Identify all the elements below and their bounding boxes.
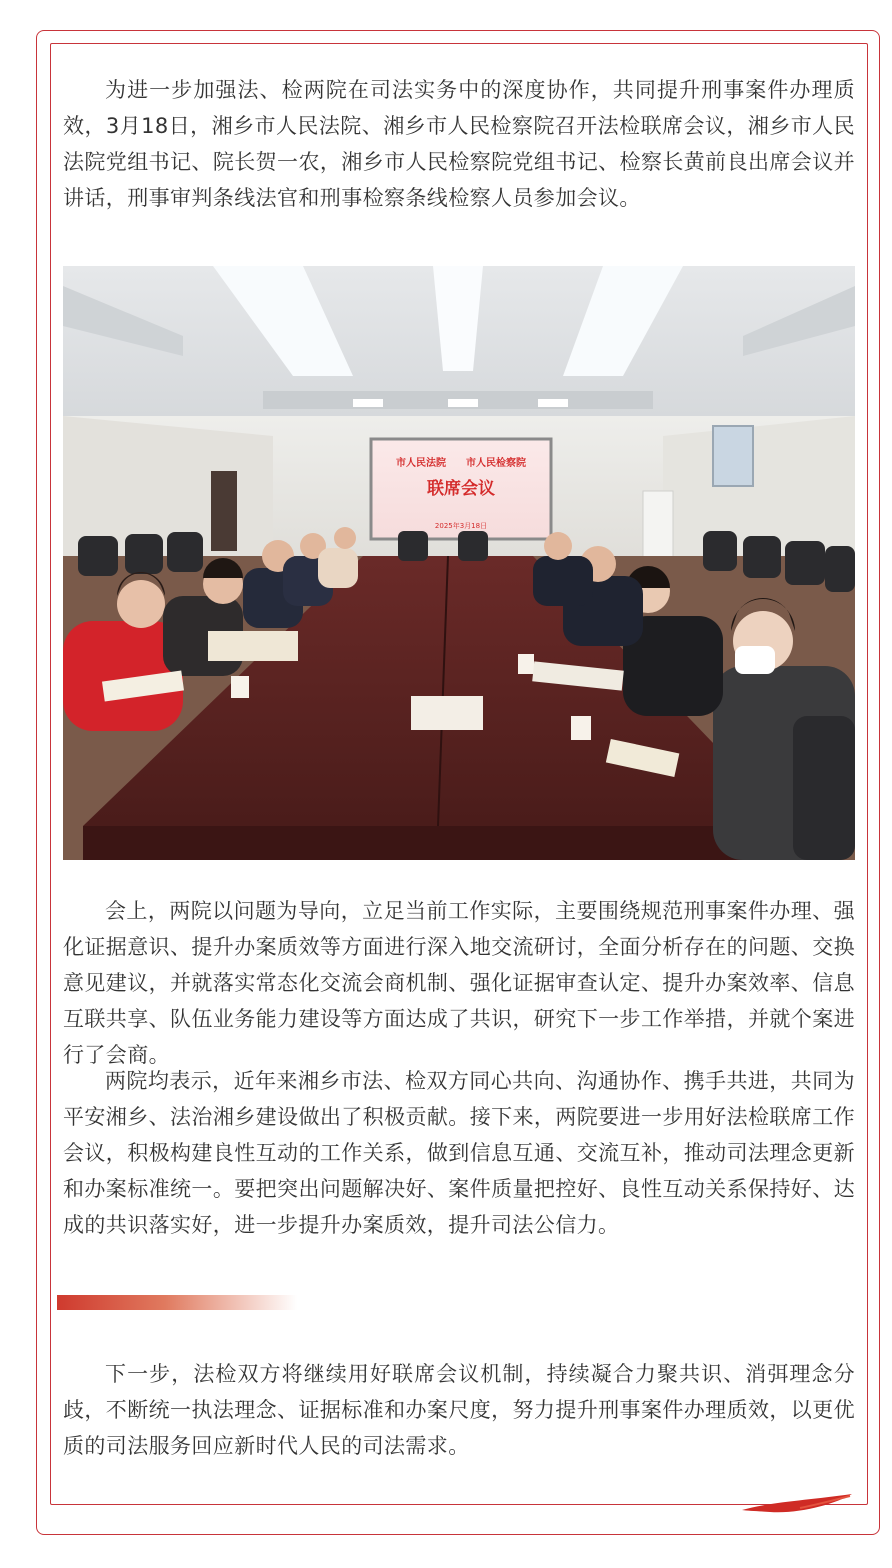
screen-title: 联席会议 [427, 479, 495, 499]
screen-heading: 市人民法院 市人民检察院 [396, 458, 526, 469]
meeting-photo [63, 266, 855, 860]
screen-date: 2025年3月18日 [434, 522, 488, 530]
article-paragraph: 会上，两院以问题为导向，立足当前工作实际，主要围绕规范刑事案件办理、强化证据意识、提升办案质效等方面进行深入地交流研讨，全面分析存在的问题、交换意见建议，并就落实常态化交流会商机制、强化证据审查认定、提升办案效率、信息互联共享、队伍业务能力建设等方面达成了共识，研究下一步工作举措，并就个案进行了会商。 [63, 899, 855, 1067]
article-paragraph: 下一步，法检双方将继续用好联席会议机制，持续凝合力聚共识、消弭理念分歧，不断统一执法理念、证据标准和办案尺度，努力提升刑事案件办理质效，以更优质的司法服务回应新时代人民的司法需求。 [63, 1362, 855, 1458]
article-paragraph: 为进一步加强法、检两院在司法实务中的深度协作，共同提升刑事案件办理质效，3月18日，湘乡市人民法院、湘乡市人民检察院召开法检联席会议，湘乡市人民法院党组书记、院长贺一农，湘乡市人民检察院党组书记、检察长黄前良出席会议并讲话，刑事审判条线法官和刑事检察条线检察人员参加会议。 [63, 78, 855, 210]
brush-swoosh-icon [740, 1490, 855, 1516]
section-divider-bar [57, 1295, 297, 1310]
article-paragraph: 两院均表示，近年来湘乡市法、检双方同心共向、沟通协作、携手共进，共同为平安湘乡、法治湘乡建设做出了积极贡献。接下来，两院要进一步用好法检联席工作会议，积极构建良性互动的工作关系，做到信息互通、交流互补，推动司法理念更新和办案标准统一。要把突出问题解决好、案件质量把控好、良性互动关系保持好、达成的共识落实好，进一步提升办案质效，提升司法公信力。 [63, 1069, 855, 1237]
